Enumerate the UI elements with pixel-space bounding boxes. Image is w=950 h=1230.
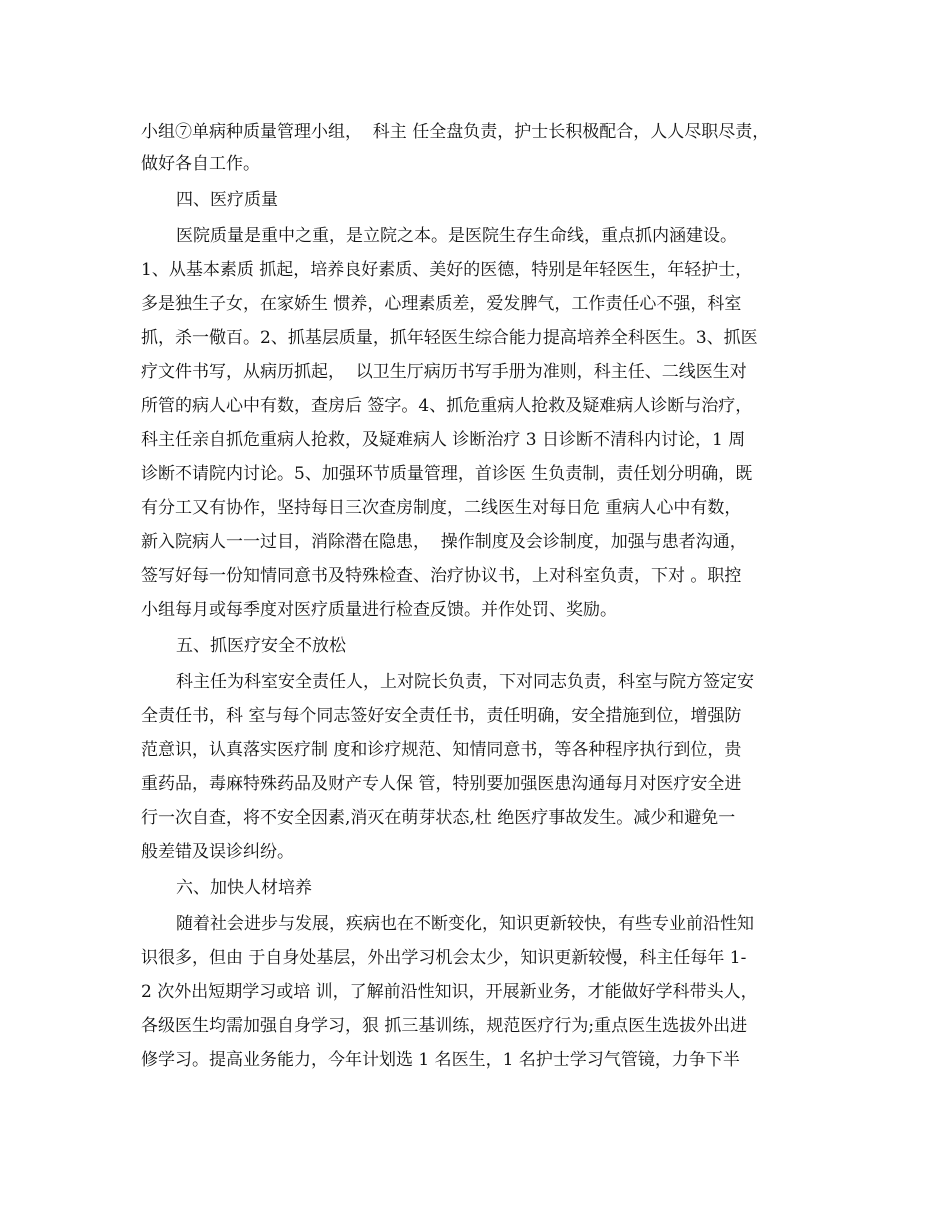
text-line: 疗文件书写，从病历抓起， 以卫生厅病历书写手册为准则，科主任、二线医生对 <box>141 362 747 382</box>
text-line: 抓，杀一儆百。2、抓基层质量，抓年轻医生综合能力提高培养全科医生。3、抓医 <box>141 328 758 348</box>
section-heading: 五、抓医疗安全不放松 <box>176 636 346 656</box>
text-line: 2 次外出短期学习或培 训，了解前沿性知识，开展新业务，才能做好学科带头人， <box>141 982 758 1002</box>
text-line: 小组每月或每季度对医疗质量进行检查反馈。并作处罚、奖励。 <box>141 600 617 620</box>
text-line: 科主任为科室安全责任人，上对院长负责，下对同志负责，科室与院方签定安 <box>176 672 754 692</box>
text-line: 行一次自查，将不安全因素,消灭在萌芽状态,杜 绝医疗事故发生。减少和避免一 <box>141 808 736 828</box>
text-line: 科主任亲自抓危重病人抢救，及疑难病人 诊断治疗 3 日诊断不清科内讨论，1 周 <box>141 430 746 450</box>
text-line: 诊断不请院内讨论。5、加强环节质量管理，首诊医 生负责制，责任划分明确，既 <box>141 464 753 484</box>
text-line: 多是独生子女，在家娇生 惯养，心理素质差，爱发脾气，工作责任心不强，科室 <box>141 294 742 314</box>
text-line: 1、从基本素质 抓起，培养良好素质、美好的医德，特别是年轻医生，年轻护士， <box>141 260 753 280</box>
text-line: 识很多，但由 于自身处基层，外出学习机会太少，知识更新较慢，科主任每年 1- <box>141 948 747 968</box>
text-line: 做好各自工作。 <box>141 154 260 174</box>
text-line: 全责任书，科 室与每个同志签好安全责任书，责任明确，安全措施到位，增强防 <box>141 706 742 726</box>
text-line: 修学习。提高业务能力，今年计划选 1 名医生，1 名护士学习气管镜，力争下半 <box>141 1050 740 1070</box>
section-heading: 四、医疗质量 <box>176 190 278 210</box>
text-line: 小组⑦单病种质量管理小组， 科主 任全盘负责，护士长积极配合，人人尽职尽责， <box>141 122 770 142</box>
text-line: 范意识，认真落实医疗制 度和诊疗规范、知情同意书，等各种程序执行到位，贵 <box>141 740 742 760</box>
text-line: 新入院病人一一过目，消除潜在隐患， 操作制度及会诊制度，加强与患者沟通， <box>141 532 747 552</box>
text-line: 所管的病人心中有数，查房后 签字。4、抓危重病人抢救及疑难病人诊断与治疗， <box>141 396 753 416</box>
text-line: 有分工又有协作，坚持每日三次查房制度，二线医生对每日危 重病人心中有数， <box>141 498 742 518</box>
section-heading: 六、加快人材培养 <box>176 878 312 898</box>
text-line: 般差错及误诊纠纷。 <box>141 842 294 862</box>
text-line: 签写好每一份知情同意书及特殊检查、治疗协议书，上对科室负责，下对 。职控 <box>141 566 742 586</box>
text-line: 重药品，毒麻特殊药品及财产专人保 管，特别要加强医患沟通每月对医疗安全进 <box>141 774 742 794</box>
text-line: 各级医生均需加强自身学习，狠 抓三基训练，规范医疗行为;重点医生选拔外出进 <box>141 1016 748 1036</box>
text-line: 医院质量是重中之重，是立院之本。是医院生存生命线，重点抓内涵建设。 <box>176 226 737 246</box>
text-line: 随着社会进步与发展，疾病也在不断变化，知识更新较快，有些专业前沿性知 <box>176 914 754 934</box>
